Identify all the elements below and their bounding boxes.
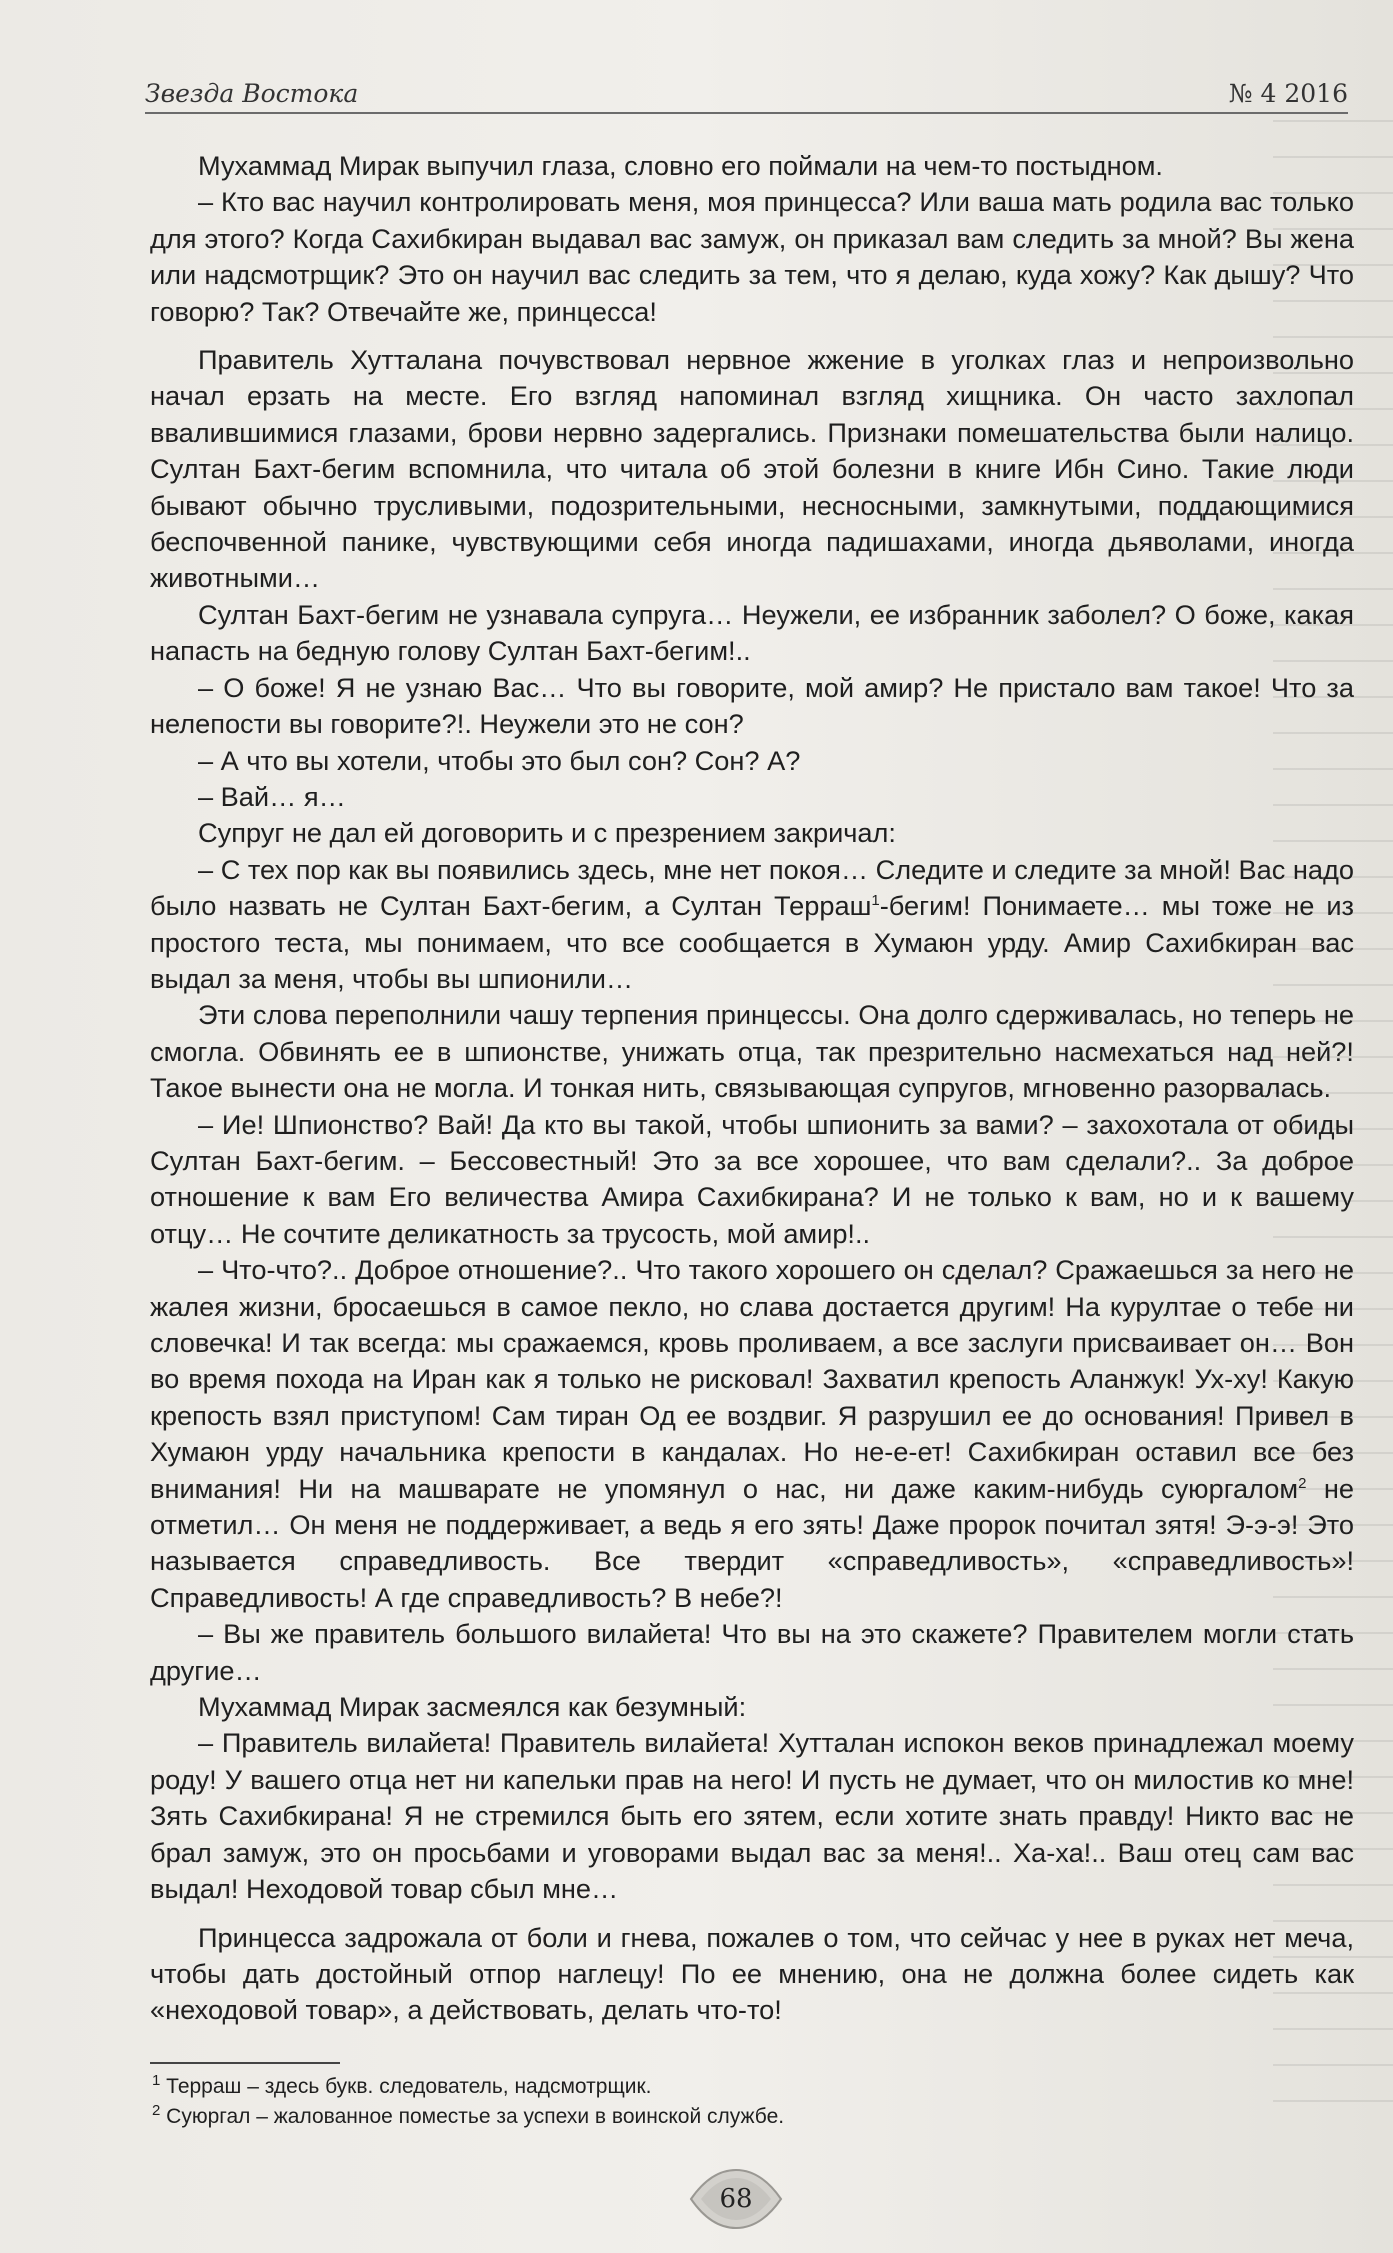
footnote-marker[interactable]: 2	[1298, 1474, 1307, 1492]
journal-title: Звезда Востока	[145, 79, 359, 108]
paragraph	[150, 342, 1354, 597]
paragraph	[150, 184, 1354, 330]
paragraph	[150, 852, 1354, 998]
issue-number: № 4 2016	[1228, 79, 1348, 108]
paragraph	[150, 597, 1354, 670]
paragraph	[150, 1920, 1354, 2029]
paragraph-text: – Вай… я…	[198, 780, 346, 812]
paragraph	[150, 1252, 1354, 1616]
paragraph-text: – Что-что?.. Доброе отношение?.. Что такого хорошего он сделал? Сражаешься за него не жалея жизни, бросаешься в самое пекло, но слава достается другим! На курултае о тебе ни словечка! И так всегда: мы сражаемся, кровь проливаем, а все заслуги присваивает он… Вон во время похода на Иран как я только не рисковал! Захватил крепость Аланжук! Ух-ху! Какую крепость взял приступом! Сам тиран Од ее воздвиг. Я разрушил ее до основания! Привел в Хумаюн урду начальника крепости в кандалах. Но не-е-ет! Сахибкиран оставил все без внимания! Ни на машварате не упомянул о нас, ни даже каким-нибудь суюргалом	[150, 1254, 1354, 1504]
paragraph-text: Супруг не дал ей договорить и с презрением закричал:	[198, 817, 896, 849]
paragraph	[150, 997, 1354, 1106]
paragraph	[150, 743, 1354, 779]
paragraph	[150, 670, 1354, 743]
paragraph-text: Султан Бахт-бегим не узнавала супруга… Неужели, ее избранник заболел? О боже, какая напасть на бедную голову Султан Бахт-бегим!..	[150, 598, 1354, 667]
paragraph-text: Мухаммад Мирак засмеялся как безумный:	[198, 1691, 747, 1723]
paragraph	[150, 1107, 1354, 1253]
paragraph	[150, 1725, 1354, 1907]
paragraph-text: Мухаммад Мирак выпучил глаза, словно его поймали на чем-то постыдном.	[198, 150, 1163, 181]
paragraph-text: – Ие! Шпионство? Вай! Да кто вы такой, чтобы шпионить за вами? – захохотала от обиды Султан Бахт-бегим. – Бессовестный! Это за все хорошее, что вам сделали?.. За доброе отношение к вам Его величества Амира Сахибкирана? И не только к вам, но и к вашему отцу… Не сочтите деликатность за трусость, мой амир!..	[150, 1108, 1354, 1249]
paragraph-text: – С тех пор как вы появились здесь, мне нет покоя… Следите и следите за мной! Вас надо было назвать не Султан Бахт-бегим, а Султан Терраш	[150, 853, 1354, 922]
footnote	[152, 2102, 784, 2132]
paragraph-text: Принцесса задрожала от боли и гнева, пожалев о том, что сейчас у нее в руках нет меча, чтобы дать достойный отпор наглецу! По ее мнению, она не должна более сидеть как «неходовой товар», а действовать, делать что-то!	[150, 1921, 1354, 2026]
paragraph-text: – О боже! Я не узнаю Вас… Что вы говорите, мой амир? Не пристало вам такое! Что за нелепости вы говорите?!. Неужели это не сон?	[150, 671, 1354, 740]
paragraph-text: Эти слова переполнили чашу терпения принцессы. Она долго сдерживалась, но теперь не смогла. Обвинять ее в шпионстве, унижать отца, так презрительно насмехаться над ней?! Такое вынести она не могла. И тонкая нить, связывающая супругов, мгновенно разорвалась.	[150, 999, 1354, 1104]
page-number: 68	[719, 2184, 753, 2214]
paragraph	[150, 779, 1354, 815]
paragraph-text: – Кто вас научил контролировать меня, моя принцесса? Или ваша мать родила вас только для этого? Когда Сахибкиран выдавал вас замуж, он приказал вам следить за мной? Вы жена или надсмотрщик? Это он научил вас следить за тем, что я делаю, куда хожу? Как дышу? Что говорю? Так? Отвечайте же, принцесса!	[150, 186, 1354, 327]
footnote-marker[interactable]: 1	[871, 892, 880, 910]
footnote-text: Терраш – здесь букв. следователь, надсмотрщик.	[160, 2075, 652, 2098]
paragraph-text: – Вы же правитель большого вилайета! Что вы на это скажете? Правителем могли стать другие…	[150, 1618, 1354, 1686]
paragraph-text: Правитель Хутталана почувствовал нервное жжение в уголках глаз и непроизвольно начал ерзать на месте. Его взгляд напоминал взгляд хищника. Он часто захлопал ввалившимися глазами, брови нервно задергались. Признаки помешательства были налицо. Султан Бахт-бегим вспомнила, что читала об этой болезни в книге Ибн Сино. Такие люди бывают обычно трусливыми, подозрительными, несносными, замкнутыми, поддающимися беспочвенной панике, чувствующими себя иногда падишахами, иногда дьяволами, иногда животными…	[150, 344, 1354, 594]
footnote	[152, 2072, 784, 2102]
paragraph	[150, 1616, 1354, 1689]
running-header	[145, 68, 1348, 114]
footnote-rule	[150, 2062, 340, 2064]
paragraph	[150, 815, 1354, 851]
paragraph-text: – Правитель вилайета! Правитель вилайета! Хутталан испокон веков принадлежал моему роду! У вашего отца нет ни капельки прав на него! И пусть не думает, что он милостив ко мне! Зять Сахибкирана! Я не стремился быть его зятем, если хотите знать правду! Никто вас не брал замуж, это он просьбами и уговорами выдал вас за меня!.. Ха-ха!.. Ваш отец сам вас выдал! Неходовой товар сбыл мне…	[150, 1727, 1354, 1905]
footnote-number: 1	[152, 2072, 161, 2089]
footnote-number: 2	[152, 2102, 161, 2119]
paragraph	[150, 1689, 1354, 1725]
paragraph-text-continued: не отметил… Он меня не поддерживает, а ведь я его зять! Даже пророк почитал зятя! Э-э-э! Это называется справедливость. Все твердит «справедливость», «справедливость»! Справедливость! А где справедливость? В небе?!	[150, 1472, 1354, 1613]
article-body	[150, 148, 1354, 2029]
paragraph	[150, 148, 1354, 184]
paragraph-text: – А что вы хотели, чтобы это был сон? Сон? А?	[198, 744, 801, 776]
footnote-text: Суюргал – жалованное поместье за успехи в воинской службе.	[160, 2105, 785, 2128]
footnotes	[152, 2072, 784, 2132]
page-number-badge	[681, 2166, 791, 2232]
paragraph-text-continued: -бегим! Понимаете… мы тоже не из простого теста, мы понимаем, что все сообщается в Хумаюн урду. Амир Сахибкиран вас выдал за меня, чтобы вы шпионили…	[150, 890, 1354, 994]
